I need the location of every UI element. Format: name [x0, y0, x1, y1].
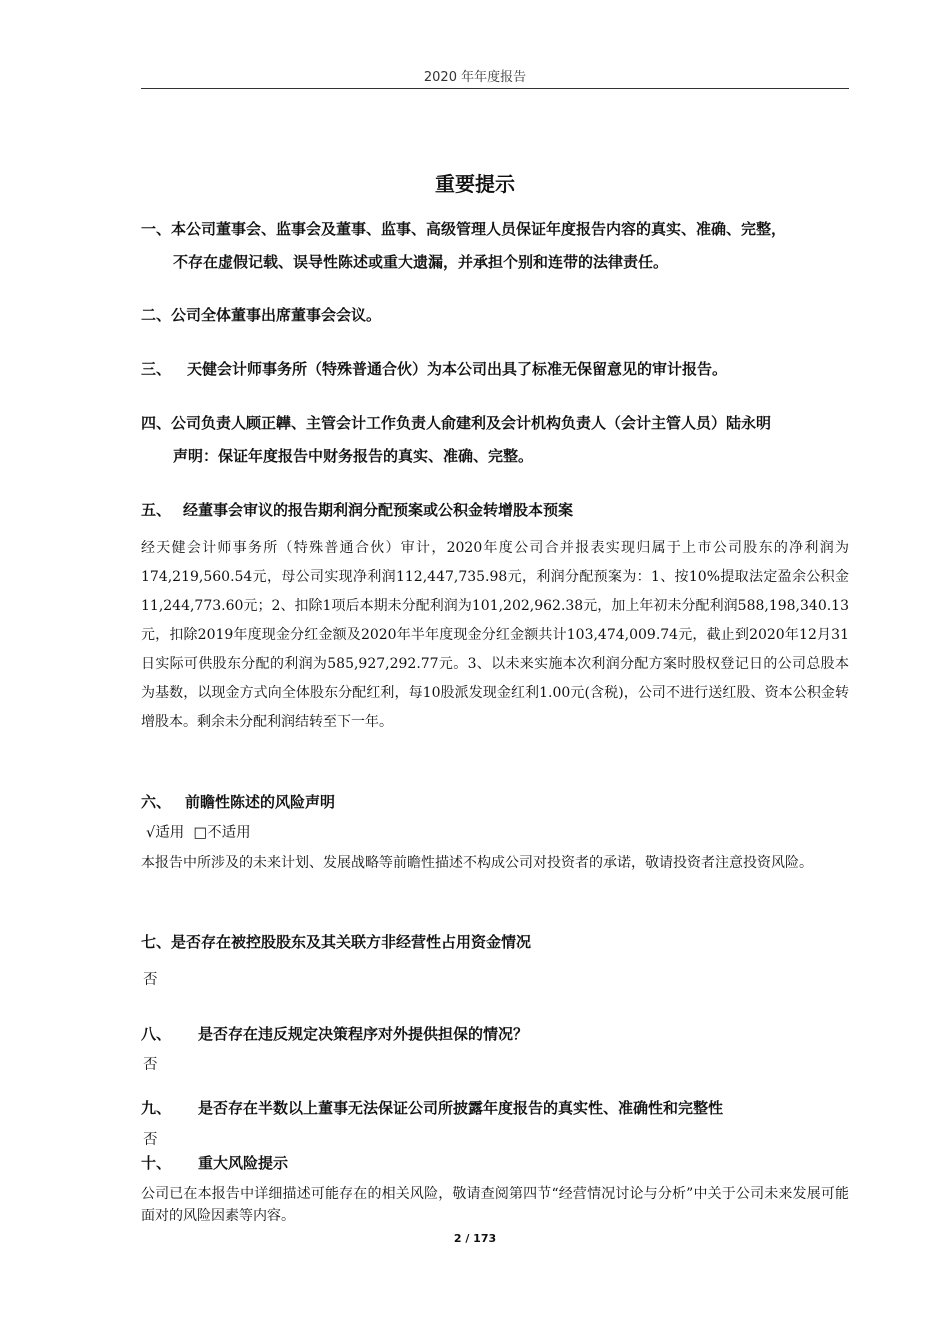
section-9-heading-row: [141, 1098, 723, 1118]
section-7-heading: 是否存在被控股股东及其关联方非经营性占用资金情况: [171, 933, 532, 951]
section-1-text-1: 本公司董事会、监事会及董事、监事、高级管理人员保证年度报告内容的真实、准确、完整，: [171, 220, 787, 238]
section-10-body: 公司已在本报告中详细描述可能存在的相关风险，敬请查阅第四节“经营情况讨论与分析”中关于公司未来发展可能面对的风险因素等内容。: [141, 1186, 849, 1224]
section-6-number: 六、: [141, 793, 172, 811]
section-7-number: 七、: [141, 933, 172, 951]
page-number: 2 / 173: [453, 1232, 497, 1245]
not-applicable-checkbox: □不适用: [193, 825, 251, 841]
section-10-heading-row: [141, 1153, 288, 1173]
section-1-number: 一、: [141, 220, 172, 238]
applicable-checkbox: √适用: [146, 825, 185, 841]
section-3: [141, 359, 727, 379]
section-10-number: 十、: [141, 1154, 172, 1172]
section-9-answer: 否: [143, 1132, 158, 1148]
running-header: 2020 年年度报告: [423, 70, 527, 85]
section-9-number: 九、: [141, 1099, 172, 1117]
section-9-heading: 是否存在半数以上董事无法保证公司所披露年度报告的真实性、准确性和完整性: [198, 1099, 724, 1117]
section-8-heading-row: [141, 1024, 528, 1044]
section-8-number: 八、: [141, 1025, 172, 1043]
section-3-text: 天健会计师事务所（特殊普通合伙）为本公司出具了标准无保留意见的审计报告。: [187, 360, 728, 378]
section-6-body: 本报告中所涉及的未来计划、发展战略等前瞻性描述不构成公司对投资者的承诺，敬请投资者注意投资风险。: [141, 855, 813, 871]
section-7-heading-row: [141, 932, 531, 952]
section-2-number: 二、: [141, 306, 172, 324]
section-8-heading: 是否存在违反规定决策程序对外提供担保的情况？: [198, 1025, 529, 1043]
section-7-answer: 否: [143, 972, 158, 988]
section-4-line-2: 声明：保证年度报告中财务报告的真实、准确、完整。: [173, 447, 534, 465]
section-2-text: 公司全体董事出席董事会会议。: [171, 306, 382, 324]
section-4-number: 四、: [141, 414, 172, 432]
section-1-line-1: [141, 219, 786, 239]
section-2: [141, 305, 381, 325]
section-8-answer: 否: [143, 1057, 158, 1073]
section-5-heading: 经董事会审议的报告期利润分配预案或公积金转增股本预案: [183, 501, 574, 519]
section-5-number: 五、: [141, 501, 172, 519]
section-6-heading: 前瞻性陈述的风险声明: [185, 793, 336, 811]
section-1-line-2: 不存在虚假记载、误导性陈述或重大遗漏，并承担个别和连带的法律责任。: [173, 253, 669, 271]
section-6-heading-row: [141, 792, 335, 812]
section-6-applicability: [146, 823, 251, 843]
page-title: 重要提示: [435, 172, 515, 196]
section-3-number: 三、: [141, 360, 172, 378]
header-divider: [141, 88, 849, 89]
section-5-body: 经天健会计师事务所（特殊普通合伙）审计，2020年度公司合并报表实现归属于上市公司股东的净利润为174,219,560.54元，母公司实现净利润112,447,735.98元，利润分配预案为：1、按10%提取法定盈余公积金11,244,773.60元；2、扣除1项后本期未分配利润为101,202,962.38元，加上年初未分配利润588,198,340.13元，扣除2019年度现金分红金额及2020年半年度现金分红金额共计103,474,009.74元，截止到2020年12月31日实际可供股东分配的利润为585,927,292.77元。3、以未来实施本次利润分配方案时股权登记日的公司总股本为基数，以现金方式向全体股东分配红利，每10股派发现金红利1.00元(含税)，公司不进行送红股、资本公积金转增股本。剩余未分配利润结转至下一年。: [141, 540, 849, 730]
section-4-text-1: 公司负责人顾正韡、主管会计工作负责人俞建利及会计机构负责人（会计主管人员）陆永明: [171, 414, 772, 432]
section-4-line-1: [141, 413, 771, 433]
section-5-heading-row: [141, 500, 573, 520]
section-10-heading: 重大风险提示: [198, 1154, 289, 1172]
